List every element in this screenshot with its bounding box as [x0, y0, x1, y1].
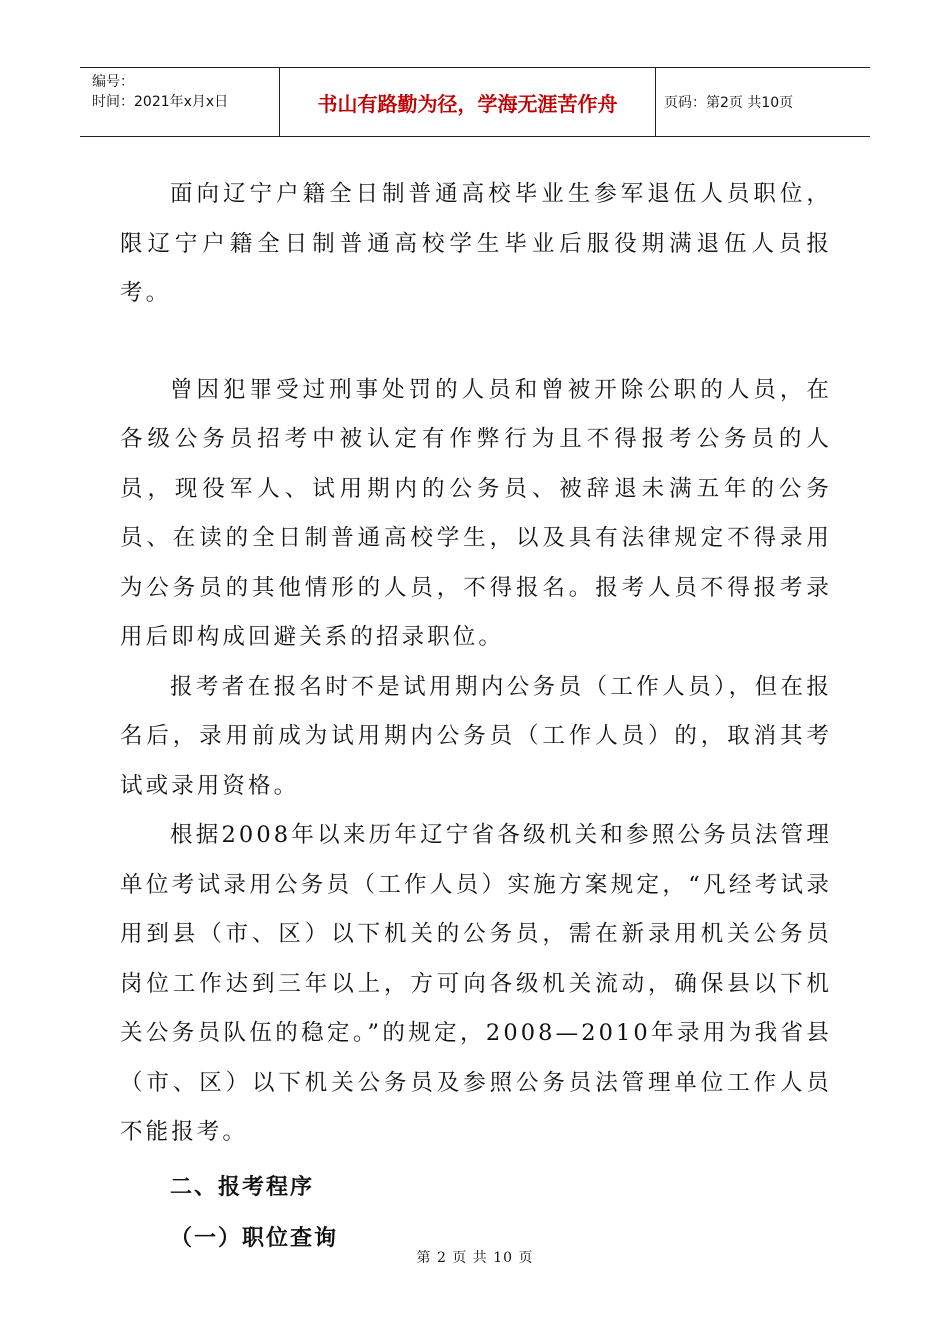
paragraph-gap: [120, 319, 832, 366]
subsection-heading: （一）职位查询: [170, 1226, 339, 1251]
document-body: [120, 170, 832, 1264]
number-label: 编号：: [92, 74, 134, 90]
page-footer: 第 2 页 共 10 页: [416, 1250, 534, 1266]
page-header: [80, 67, 870, 137]
date-label: 时间：2021年x月x日: [92, 94, 229, 110]
header-page-label: 页码：第2页 共10页: [664, 95, 794, 111]
section-heading: 二、报考程序: [170, 1174, 315, 1200]
paragraph: 报考者在报名时不是试用期内公务员（工作人员），但在报名后，录用前成为试用期内公务员（工作人员）的，取消其考试或录用资格。: [120, 673, 832, 799]
header-motto: 书山有路勤为径，学海无涯苦作舟: [280, 68, 656, 136]
paragraph: 面向辽宁户籍全日制普通高校毕业生参军退伍人员职位，限辽宁户籍全日制普通高校学生毕业后服役期满退伍人员报考。: [120, 181, 832, 306]
paragraph: 曾因犯罪受过刑事处罚的人员和曾被开除公职的人员，在各级公务员招考中被认定有作弊行为且不得报考公务员的人员，现役军人、试用期内的公务员、被辞退未满五年的公务员、在读的全日制普通高校学生，以及具有法律规定不得录用为公务员的其他情形的人员，不得报名。报考人员不得报考录用后即构成回避关系的招录职位。: [120, 376, 832, 650]
paragraph: 根据2008年以来历年辽宁省各级机关和参照公务员法管理单位考试录用公务员（工作人员）实施方案规定，“凡经考试录用到县（市、区）以下机关的公务员，需在新录用机关公务员岗位工作达到三年以上，方可向各级机关流动，确保县以下机关公务员队伍的稳定。”的规定，2008—2010年录用为我省县（市、区）以下机关公务员及参照公务员法管理单位工作人员不能报考。: [120, 822, 832, 1145]
header-meta: [80, 68, 280, 136]
